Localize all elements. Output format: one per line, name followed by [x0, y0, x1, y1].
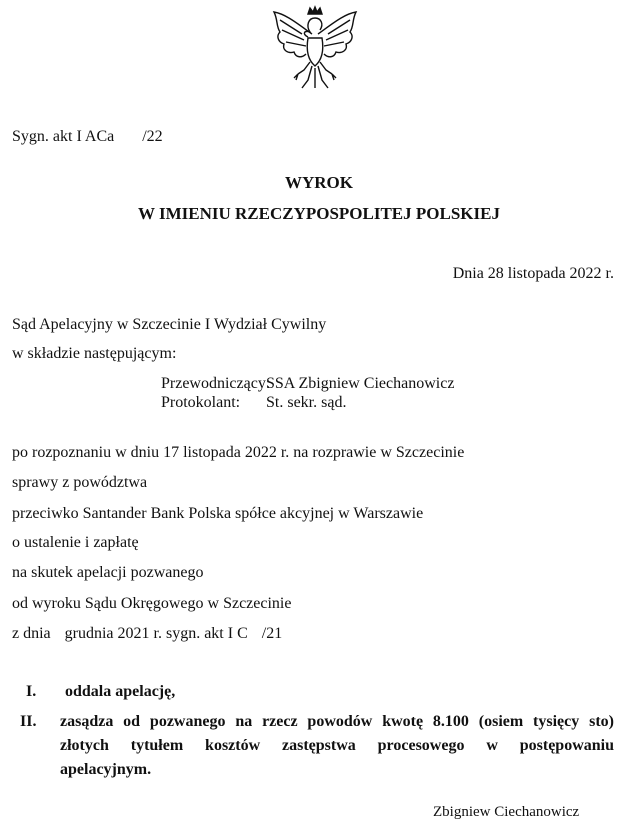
polish-eagle-emblem-icon	[268, 4, 362, 92]
body-line: sprawy z powództwa	[12, 474, 148, 491]
case-number-suffix: /22	[142, 128, 163, 145]
case-number-prefix: Sygn. akt I ACa	[12, 128, 115, 145]
body-line: przeciwko Santander Bank Polska spółce akcyjnej w Warszawie	[12, 505, 424, 522]
judge-signature: Zbigniew Ciechanowicz	[433, 804, 580, 820]
ruling-text: zasądza od pozwanego na rzecz powodów kwotę 8.100 (osiem tysięcy sto)	[60, 713, 614, 730]
document-subtitle: W IMIENIU RZECZYPOSPOLITEJ POLSKIEJ	[138, 204, 500, 223]
judgment-reference	[12, 624, 282, 644]
document-title: WYROK	[285, 173, 353, 192]
ruling-text: apelacyjnym.	[60, 761, 152, 778]
judgment-ref-part: grudnia 2021 r. sygn. akt I C	[64, 625, 248, 642]
body-line: od wyroku Sądu Okręgowego w Szczecinie	[12, 595, 292, 612]
judgment-date: Dnia 28 listopada 2022 r.	[452, 265, 614, 282]
name-chair: SSA Zbigniew Ciechanowicz	[266, 375, 455, 392]
body-line: na skutek apelacji pozwanego	[12, 564, 204, 581]
court-name: Sąd Apelacyjny w Szczecinie I Wydział Cywilny	[12, 316, 327, 333]
case-number	[12, 127, 163, 147]
ruling-text: oddala apelację,	[65, 683, 176, 700]
judgment-ref-part: /21	[261, 625, 283, 642]
name-clerk: St. sekr. sąd.	[266, 394, 347, 411]
body-line: o ustalenie i zapłatę	[12, 534, 139, 551]
body-line: po rozpoznaniu w dniu 17 listopada 2022 r. na rozprawie w Szczecinie	[12, 444, 465, 461]
role-chair: Przewodniczący:	[161, 375, 271, 392]
ruling-number: II.	[20, 713, 37, 730]
composition-intro: w składzie następującym:	[12, 345, 177, 362]
judgment-ref-part: z dnia	[12, 625, 51, 642]
ruling-number: I.	[26, 683, 37, 700]
role-clerk: Protokolant:	[161, 394, 241, 411]
ruling-text: złotych tytułem kosztów zastępstwa procesowego w postępowaniu	[60, 737, 614, 754]
